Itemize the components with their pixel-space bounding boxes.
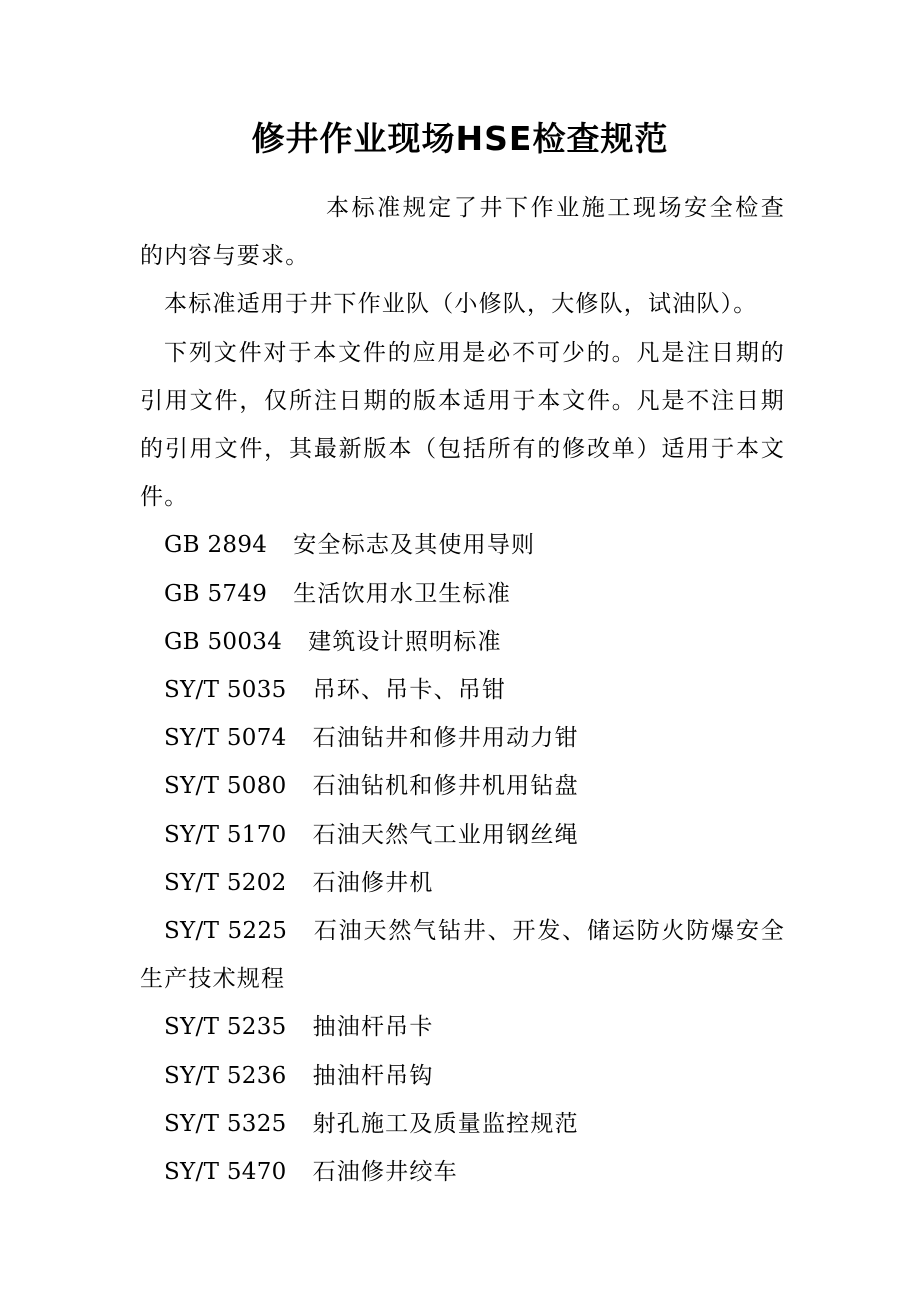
reference-code: SY/T 5080 [164,773,287,800]
reference-name: 抽油杆吊钩 [312,1062,434,1089]
reference-item [140,666,785,714]
reference-item [140,618,785,666]
reference-name: 石油钻井和修井用动力钳 [312,725,579,752]
reference-name: 吊环、吊卡、吊钳 [312,677,507,704]
reference-name: 石油修井机 [312,869,434,896]
reference-name: 抽油杆吊卡 [312,1014,434,1041]
scope-paragraph: 本标准规定了井下作业施工现场安全检查的内容与要求。 [140,195,785,270]
reference-code: SY/T 5470 [164,1159,287,1186]
normative-references-paragraph: 下列文件对于本文件的应用是必不可少的。凡是注日期的引用文件，仅所注日期的版本适用于本文件。凡是不注日期的引用文件，其最新版本（包括所有的修改单）适用于本文件。 [140,339,785,511]
reference-code: SY/T 5202 [164,869,287,896]
reference-name: 石油天然气钻井、开发、储运防火防爆安全生产技术规程 [140,918,785,993]
reference-name: 建筑设计照明标准 [308,628,502,655]
reference-code: SY/T 5236 [164,1062,287,1089]
reference-code: SY/T 5035 [164,677,287,704]
reference-name: 安全标志及其使用导则 [293,532,536,559]
reference-item [140,762,785,810]
reference-item [140,811,785,859]
reference-item [140,521,785,569]
reference-name: 射孔施工及质量监控规范 [312,1110,579,1137]
applicability-paragraph: 本标准适用于井下作业队（小修队，大修队，试油队）。 [164,291,758,318]
reference-code: SY/T 5225 [164,918,288,945]
reference-item [140,859,785,907]
reference-code: SY/T 5325 [164,1110,287,1137]
reference-item [140,714,785,762]
reference-name: 石油天然气工业用钢丝绳 [312,821,579,848]
reference-code: GB 2894 [164,532,268,559]
reference-item [140,570,785,618]
reference-item [140,1148,785,1196]
document-title: 修井作业现场HSE检查规范 [251,119,669,158]
reference-item [140,1100,785,1148]
reference-name: 生活饮用水卫生标准 [293,580,512,607]
reference-name: 石油钻机和修井机用钻盘 [312,773,579,800]
document-body [140,184,785,1196]
reference-item [140,1052,785,1100]
reference-code: SY/T 5074 [164,725,287,752]
reference-item [140,1003,785,1051]
reference-code: SY/T 5235 [164,1014,287,1041]
reference-name: 石油修井绞车 [312,1159,458,1186]
reference-code: SY/T 5170 [164,821,287,848]
reference-code: GB 50034 [164,628,283,655]
reference-code: GB 5749 [164,580,268,607]
reference-item [140,907,785,1003]
